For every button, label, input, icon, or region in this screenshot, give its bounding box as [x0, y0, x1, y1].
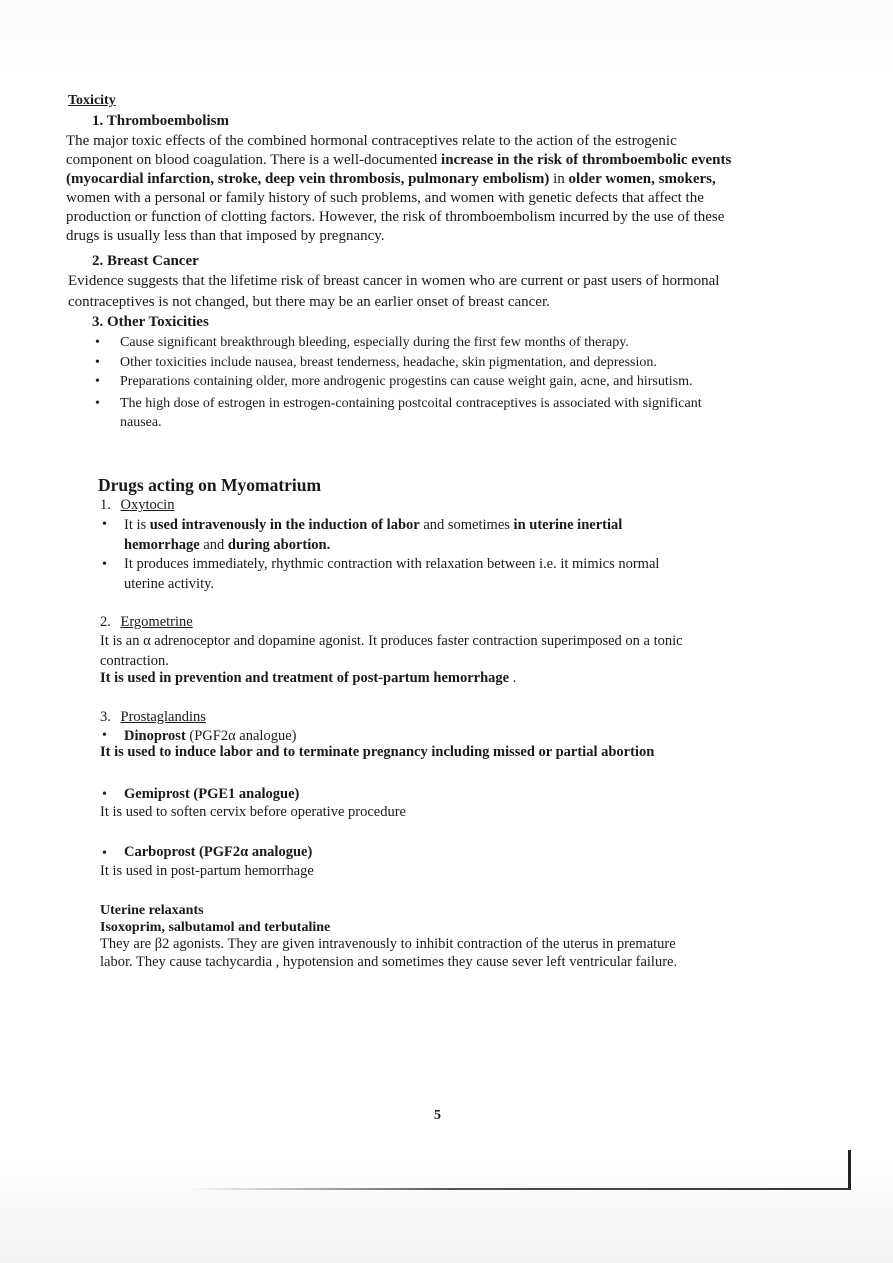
thromboembolism-line: [66, 227, 385, 245]
thromboembolism-line-segment: women with a personal or family history of such problems, and women with genetic defects that affect the: [66, 190, 704, 206]
carboprost-use: It is used in post-partum hemorrhage: [100, 863, 314, 879]
bullet-dot: •: [102, 787, 107, 802]
breast-cancer-line-2: contraceptives is not changed, but there may be an earlier onset of breast cancer.: [68, 294, 550, 310]
ergometrine-use: [100, 669, 516, 687]
bullet-dot: •: [102, 846, 107, 861]
oxytocin-use-line-segment: used intravenously in the induction of labor: [149, 517, 420, 533]
thromboembolism-line-segment: older women, smokers,: [568, 171, 716, 187]
thromboembolism-line: [66, 151, 731, 169]
page-edge-bottom: [190, 1188, 850, 1190]
ergometrine-heading: [100, 613, 193, 631]
uterine-relaxants-title: Uterine relaxants: [100, 903, 204, 918]
oxytocin-use-line-segment: in uterine inertial: [513, 517, 623, 533]
prostaglandins-heading: [100, 708, 206, 726]
thromboembolism-line: [66, 189, 704, 207]
ergometrine-use-segment: It is used in prevention and treatment of post-partum hemorrhage: [100, 670, 510, 686]
other-toxicity-item: Preparations containing older, more androgenic progestins can cause weight gain, acne, and hirsutism.: [120, 374, 693, 389]
oxytocin-effect-line: uterine activity.: [124, 576, 215, 592]
uterine-relaxants-drugs: Isoxoprim, salbutamol and terbutaline: [100, 920, 331, 935]
uterine-relaxants-line-2: labor. They cause tachycardia , hypotension and sometimes they cause sever left ventricular failure.: [100, 954, 678, 970]
other-toxicity-item: Cause significant breakthrough bleeding, especially during the first few months of therapy.: [120, 335, 629, 350]
toxicity-heading: Toxicity: [68, 93, 116, 108]
gemiprost-name: Gemiprost (PGE1 analogue): [124, 786, 300, 802]
dinoprost-note: (PGF2α analogue): [185, 728, 297, 744]
oxytocin-use-line: [124, 516, 622, 534]
thromboembolism-line-segment: component on blood coagulation. There is a well-documented: [66, 152, 442, 168]
breast-cancer-title: 2. Breast Cancer: [92, 253, 199, 269]
bullet-dot: •: [95, 355, 100, 370]
prostaglandins-number: 3.: [100, 709, 111, 725]
ergometrine-line-2: contraction.: [100, 653, 169, 669]
oxytocin-name: Oxytocin: [120, 497, 175, 513]
thromboembolism-line-segment: in: [549, 171, 569, 187]
ergometrine-use-segment: .: [509, 670, 517, 686]
thromboembolism-line-segment: The major toxic effects of the combined hormonal contraceptives relate to the action of the estrogenic: [66, 133, 677, 149]
oxytocin-number: 1.: [100, 497, 111, 513]
bullet-dot: •: [102, 728, 107, 743]
other-toxicity-item: The high dose of estrogen in estrogen-containing postcoital contraceptives is associated with significant: [120, 396, 702, 411]
dinoprost-use: It is used to induce labor and to terminate pregnancy including missed or partial abortion: [100, 744, 655, 760]
gemiprost-use: It is used to soften cervix before operative procedure: [100, 804, 406, 820]
breast-cancer-line-1: Evidence suggests that the lifetime risk of breast cancer in women who are current or past users of hormonal: [68, 273, 720, 289]
oxytocin-use-line: [124, 536, 330, 554]
bullet-dot: •: [102, 517, 107, 532]
other-toxicities-title: 3. Other Toxicities: [92, 314, 209, 330]
other-toxicity-item: Other toxicities include nausea, breast tenderness, headache, skin pigmentation, and depression.: [120, 355, 657, 370]
thromboembolism-line: [66, 208, 724, 226]
bullet-dot: •: [102, 557, 107, 572]
carboprost-name: Carboprost (PGF2α analogue): [124, 844, 313, 860]
thromboembolism-line-segment: increase in the risk of thromboembolic events: [441, 152, 732, 168]
uterine-relaxants-line-1: They are β2 agonists. They are given intravenously to inhibit contraction of the uterus in premature: [100, 936, 676, 952]
bullet-dot: •: [95, 335, 100, 350]
ergometrine-line-1: It is an α adrenoceptor and dopamine agonist. It produces faster contraction superimposed on a tonic: [100, 633, 683, 649]
other-toxicity-item: nausea.: [120, 415, 162, 430]
thromboembolism-line-segment: drugs is usually less than that imposed by pregnancy.: [66, 228, 385, 244]
thromboembolism-line-segment: production or function of clotting factors. However, the risk of thromboembolism incurred by the use of these: [66, 209, 725, 225]
ergometrine-number: 2.: [100, 614, 111, 630]
dinoprost-name: Dinoprost: [124, 728, 186, 744]
myometrium-section-title: Drugs acting on Myomatrium: [98, 475, 322, 495]
oxytocin-use-line-segment: during abortion.: [227, 537, 331, 553]
prostaglandins-name: Prostaglandins: [120, 709, 206, 725]
page-number: 5: [434, 1108, 441, 1123]
oxytocin-use-line-segment: hemorrhage: [124, 537, 200, 553]
bullet-dot: •: [95, 374, 100, 389]
oxytocin-use-line-segment: It is: [124, 517, 150, 533]
thromboembolism-line: [66, 132, 677, 150]
oxytocin-effect-line: It produces immediately, rhythmic contraction with relaxation between i.e. it mimics normal: [124, 556, 660, 572]
thromboembolism-line-segment: (myocardial infarction, stroke, deep vein thrombosis, pulmonary embolism): [66, 171, 550, 187]
thromboembolism-line: [66, 170, 716, 188]
oxytocin-heading: [100, 496, 174, 514]
oxytocin-use-line-segment: and: [199, 537, 228, 553]
thromboembolism-title: 1. Thromboembolism: [92, 113, 229, 129]
page-edge-right: [848, 1150, 851, 1190]
ergometrine-name: Ergometrine: [120, 614, 193, 630]
bullet-dot: •: [95, 396, 100, 411]
oxytocin-use-line-segment: and sometimes: [419, 517, 514, 533]
